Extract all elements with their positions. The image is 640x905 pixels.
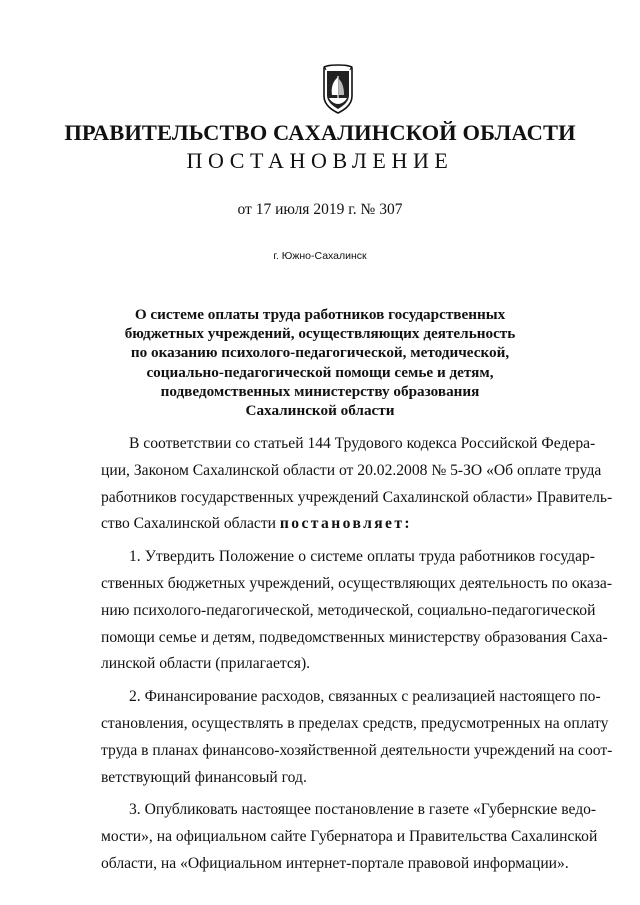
document-date-number: от 17 июля 2019 г. № 307 (237, 201, 403, 218)
body-line: становления, осуществлять в пределах средств, предусмотренных на оплату (101, 714, 609, 732)
subject-line: по оказанию психолого-педагогической, методической, (130, 344, 510, 362)
body-line: ветствующий финансовый год. (101, 768, 307, 786)
body-line: работников государственных учреждений Сахалинской области» Правитель- (101, 488, 613, 506)
body-line: труда в планах финансово-хозяйственной деятельности учреждений на соот- (101, 741, 613, 759)
subject-line: бюджетных учреждений, осуществляющих деятельность (124, 325, 516, 343)
document-subject (0, 305, 640, 420)
item-paragraph-2 (101, 684, 613, 791)
sakhalin-coat-of-arms-icon (320, 62, 356, 114)
body-line: мости», на официальном сайте Губернатора и Правительства Сахалинской (101, 828, 598, 846)
preamble-last-line-text: ство Сахалинской области (101, 515, 280, 533)
document-city: г. Южно-Сахалинск (273, 250, 367, 262)
subject-line: социально-педагогической помощи семье и детям, (146, 363, 494, 381)
document-kind: ПОСТАНОВЛЕНИЕ (186, 148, 454, 173)
body-line: линской области (прилагается). (101, 655, 311, 673)
document-body (101, 431, 613, 884)
item-paragraph-1 (101, 544, 613, 678)
body-line: В соответствии со статьей 144 Трудового кодекса Российской Федера- (129, 435, 596, 452)
subject-line: подведомственных министерству образования (160, 382, 480, 400)
subject-line: О системе оплаты труда работников государственных (134, 306, 506, 323)
preamble-paragraph (101, 431, 613, 538)
body-line: 1. Утвердить Положение о системе оплаты труда работников государ- (129, 548, 595, 566)
government-title: ПРАВИТЕЛЬСТВО САХАЛИНСКОЙ ОБЛАСТИ (64, 120, 576, 145)
body-line: помощи семье и детям, подведомственных министерству образования Саха- (101, 628, 608, 646)
item-paragraph-3 (101, 797, 598, 877)
decree-word: постановляет: (279, 515, 413, 533)
body-line: области, на «Официальном интернет-портале правовой информации». (101, 854, 569, 872)
body-line: ственных бюджетных учреждений, осуществляющих деятельность по оказа- (101, 574, 613, 592)
body-line: ции, Законом Сахалинской области от 20.02.2008 № 5-ЗО «Об оплате труда (101, 461, 602, 479)
body-line: нию психолого-педагогической, методической, социально-педагогической (101, 601, 596, 619)
body-line: 2. Финансирование расходов, связанных с реализацией настоящего по- (129, 688, 601, 706)
subject-line: Сахалинской области (245, 402, 395, 420)
body-line (101, 511, 595, 538)
body-line: 3. Опубликовать настоящее постановление в газете «Губернские ведо- (129, 801, 597, 819)
